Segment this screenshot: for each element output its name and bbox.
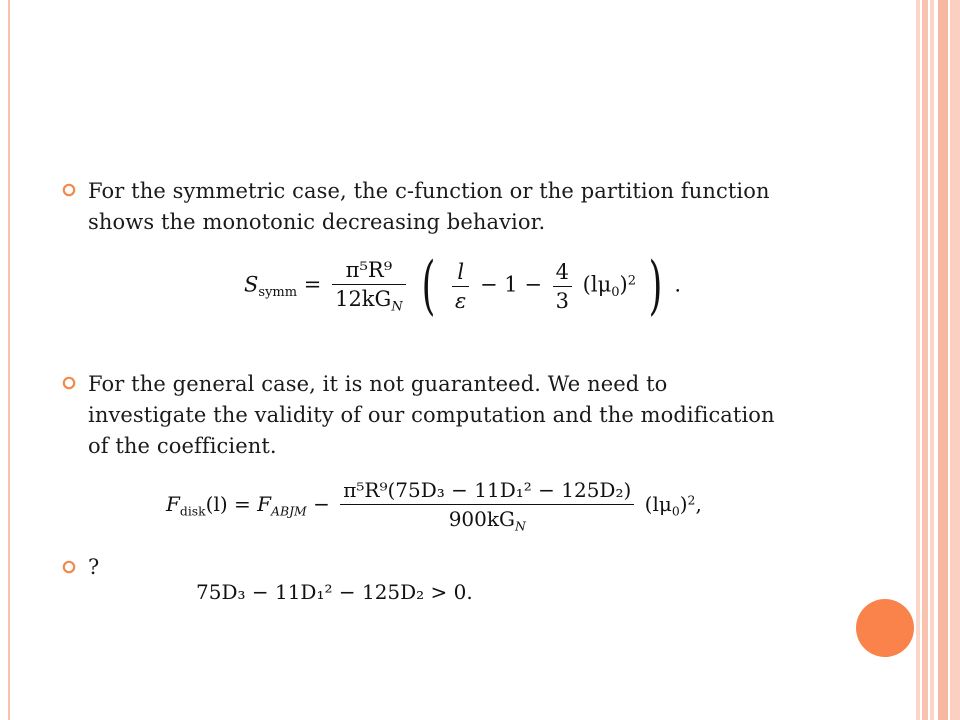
equation-inequality: 75D₃ − 11D₁² − 125D₂ > 0. xyxy=(196,580,473,604)
bullet-icon xyxy=(62,376,76,390)
equation-symm: $S_{symm}$ = $\frac{\text{π⁵R⁹}}{12kG_N}$ ( $\frac{l}{\varepsilon}$ − 1 − $\frac{4}{3}$ $(l\mu_0)^2$ ) . xyxy=(244,249,682,323)
decorative-orange-circle xyxy=(856,599,914,657)
bullet-text-symmetric: For the symmetric case, the c-function or the partition function shows the monotonic decreasing behavior. xyxy=(88,179,770,234)
equation-disk: $F_{disk}(l) = F_{ABJM}$ − $\frac{\text{π⁵R⁹(75D₃ − 11D₁² − 125D₂)}}{900kG_N}$ $(l\mu_0)^2$, xyxy=(166,478,702,534)
right-border-stripes xyxy=(916,0,960,720)
bullet-text-general: For the general case, it is not guaranteed. We need to investigate the validity of our computation and the modification of the coefficient. xyxy=(88,372,775,458)
bullet-icon xyxy=(62,183,76,197)
left-border-line xyxy=(8,0,10,720)
bullet-text-question: ? xyxy=(88,555,100,579)
bullet-icon xyxy=(62,560,76,574)
